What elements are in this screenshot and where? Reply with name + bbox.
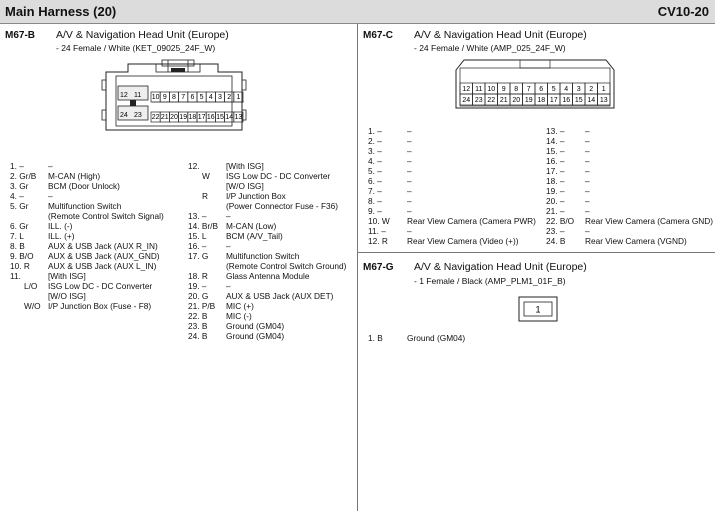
pin-number: 9. – [368, 206, 382, 216]
pin-label: 23 [134, 112, 142, 119]
pin-label: 2 [589, 86, 594, 93]
connector-title: A/V & Navigation Head Unit (Europe) [56, 29, 229, 41]
pin-label: 1 [535, 304, 541, 315]
pin-description: MIC (-) [226, 311, 252, 321]
pin-description: – [585, 136, 590, 146]
pin-description: [With ISG] [48, 271, 86, 281]
pin-label: 11 [475, 86, 483, 93]
connector-id: M67-C [363, 30, 394, 41]
pin-label: 9 [501, 86, 506, 93]
pin-label: 19 [524, 97, 533, 104]
pin-number: 3. – [368, 146, 382, 156]
pin-description: M-CAN (High) [48, 171, 101, 181]
pin-number: 10. W [368, 216, 390, 226]
pin-description: – [48, 161, 53, 171]
pin-number: 15. L [188, 231, 207, 241]
pin-label: 5 [551, 86, 556, 93]
pin-label: 10 [487, 86, 496, 93]
pin-description: – [407, 156, 412, 166]
pin-label: 14 [225, 114, 234, 121]
pin-number: 8. – [368, 196, 382, 206]
pin-description: Ground (GM04) [226, 321, 285, 331]
pin-description: I/P Junction Box [226, 191, 286, 201]
pin-label: 15 [574, 97, 583, 104]
pin-number: 22. B/O [546, 216, 575, 226]
pin-description: – [585, 226, 590, 236]
pin-number: 14. – [546, 136, 565, 146]
pin-number: W/O [24, 301, 41, 311]
pin-number: 20. G [188, 291, 209, 301]
pin-description: – [407, 176, 412, 186]
pin-description: MIC (+) [226, 301, 254, 311]
vertical-divider [357, 24, 358, 511]
pin-description: – [48, 191, 53, 201]
pin-description: – [407, 226, 412, 236]
pin-label: 13 [234, 114, 243, 121]
pin-number: 7. – [368, 186, 382, 196]
pin-number: 12. [188, 161, 200, 171]
pin-number: 12. R [368, 236, 388, 246]
pin-description: – [407, 136, 412, 146]
pin-number: 9. B/O [10, 251, 34, 261]
pin-number: 18. – [546, 176, 565, 186]
pin-label: 17 [549, 97, 558, 104]
pin-description: – [585, 166, 590, 176]
pin-label: 7 [181, 94, 186, 101]
page-code: CV10-20 [657, 4, 709, 19]
pin-description: – [585, 176, 590, 186]
pin-number: 13. – [188, 211, 207, 221]
pin-number: 24. B [546, 236, 566, 246]
connector-id: M67-G [363, 262, 394, 273]
pin-label: 22 [151, 114, 160, 121]
connector-subtitle: - 1 Female / Black (AMP_PLM1_01F_B) [414, 276, 566, 286]
pin-number: 18. R [188, 271, 208, 281]
pin-description: – [585, 196, 590, 206]
pin-description: – [585, 186, 590, 196]
pin-label: 6 [190, 94, 195, 101]
pin-description: ISG Low DC - DC Converter [48, 281, 153, 291]
pin-description: (Power Connector Fuse - F36) [226, 201, 339, 211]
connector-subtitle: - 24 Female / White (AMP_025_24F_W) [414, 43, 566, 53]
pin-description: Glass Antenna Module [226, 271, 310, 281]
pin-label: 23 [474, 97, 483, 104]
pin-number: 13. – [546, 126, 565, 136]
pin-description: ISG Low DC - DC Converter [226, 171, 331, 181]
page-title: Main Harness (20) [5, 4, 117, 19]
pin-description: ILL. (+) [48, 231, 75, 241]
pin-description: I/P Junction Box (Fuse - F8) [48, 301, 152, 311]
pin-number: 2. Gr/B [10, 171, 37, 181]
pin-description: Multifunction Switch [48, 201, 122, 211]
pin-number: 19. – [546, 186, 565, 196]
pin-number: 22. B [188, 311, 208, 321]
pin-description: ILL. (-) [48, 221, 73, 231]
pin-number: 19. – [188, 281, 207, 291]
pin-description: AUX & USB Jack (AUX_GND) [48, 251, 160, 261]
connector-diagram-m67g [518, 296, 558, 322]
pin-description: M-CAN (Low) [226, 221, 277, 231]
pin-label: 18 [537, 97, 546, 104]
pin-label: 18 [188, 114, 197, 121]
pin-description: (Remote Control Switch Ground) [226, 261, 347, 271]
pin-number: 10. R [10, 261, 30, 271]
pin-description: – [407, 206, 412, 216]
horizontal-divider [357, 252, 715, 253]
pin-label: 9 [162, 94, 167, 101]
pin-description: – [407, 196, 412, 206]
pin-number: 15. – [546, 146, 565, 156]
pin-number: 16. – [546, 156, 565, 166]
pin-description: – [407, 126, 412, 136]
connector-title: A/V & Navigation Head Unit (Europe) [414, 261, 587, 273]
pin-description: AUX & USB Jack (AUX R_IN) [48, 241, 158, 251]
page-header [0, 0, 715, 24]
pin-description: – [407, 186, 412, 196]
pin-number: 2. – [368, 136, 382, 146]
connector-subtitle: - 24 Female / White (KET_09025_24F_W) [56, 43, 216, 53]
pin-label: 7 [526, 86, 531, 93]
pin-number: 17. – [546, 166, 565, 176]
pin-label: 4 [208, 94, 213, 101]
pin-label: 1 [601, 86, 606, 93]
pin-label: 11 [134, 92, 142, 99]
pin-description: [With ISG] [226, 161, 264, 171]
pin-number: 11. – [368, 226, 386, 236]
pin-number: 7. L [10, 231, 24, 241]
pin-label: 1 [236, 94, 241, 101]
pin-label: 3 [576, 86, 581, 93]
pin-description: Rear View Camera (VGND) [585, 236, 687, 246]
pin-description: BCM (A/V_Tail) [226, 231, 283, 241]
pin-number: 21. P/B [188, 301, 216, 311]
pin-number: 17. G [188, 251, 209, 261]
connector-id: M67-B [5, 30, 36, 41]
pin-label: 12 [462, 86, 471, 93]
pin-label: 10 [151, 94, 160, 101]
pin-number: 14. Br/B [188, 221, 218, 231]
pin-label: 6 [539, 86, 544, 93]
pin-number: 16. – [188, 241, 207, 251]
pin-number: 20. – [546, 196, 565, 206]
pin-label: 22 [487, 97, 496, 104]
pin-description: – [407, 166, 412, 176]
pin-description: BCM (Door Unlock) [48, 181, 120, 191]
pin-description: [W/O ISG] [48, 291, 86, 301]
pin-number: 1. – [368, 126, 382, 136]
pin-number: W [202, 171, 210, 181]
pin-description: – [585, 206, 590, 216]
pin-description: – [226, 211, 231, 221]
pin-description: Rear View Camera (Video (+)) [407, 236, 519, 246]
pin-label: 20 [170, 114, 178, 121]
pin-description: – [585, 156, 590, 166]
pin-label: 16 [562, 97, 571, 104]
pin-number: 1. B [368, 333, 383, 343]
pin-number: L/O [24, 281, 38, 291]
pin-label: 4 [564, 86, 569, 93]
pin-description: Rear View Camera (Camera GND) [585, 216, 714, 226]
pin-description: – [585, 146, 590, 156]
connector-diagram-m67c [450, 56, 620, 116]
pin-number: 11. [10, 271, 21, 281]
pin-number: 8. B [10, 241, 25, 251]
pin-description: – [407, 146, 412, 156]
pin-description: Ground (GM04) [407, 333, 466, 343]
pin-number: 4. – [10, 191, 24, 201]
pin-description: Rear View Camera (Camera PWR) [407, 216, 536, 226]
pin-label: 24 [120, 112, 128, 119]
pin-number: 6. Gr [10, 221, 29, 231]
pin-description: AUX & USB Jack (AUX DET) [226, 291, 334, 301]
pin-label: 24 [462, 97, 471, 104]
pin-description: (Remote Control Switch Signal) [48, 211, 164, 221]
pin-label: 8 [172, 94, 176, 101]
pin-number: 5. – [368, 166, 382, 176]
pin-label: 3 [218, 94, 222, 101]
pin-description: – [585, 126, 590, 136]
pin-description: Ground (GM04) [226, 331, 285, 341]
pin-label: 2 [227, 94, 232, 101]
pin-number: 23. – [546, 226, 565, 236]
pin-number: 5. Gr [10, 201, 29, 211]
pin-number: 4. – [368, 156, 382, 166]
pin-number: 24. B [188, 331, 208, 341]
pin-description: [W/O ISG] [226, 181, 264, 191]
pin-number: R [202, 191, 208, 201]
pin-label: 12 [120, 92, 128, 99]
connector-title: A/V & Navigation Head Unit (Europe) [414, 29, 587, 41]
pin-label: 21 [499, 97, 508, 104]
pin-label: 17 [197, 114, 206, 121]
pin-label: 16 [206, 114, 215, 121]
pin-label: 14 [587, 97, 596, 104]
pin-label: 5 [199, 94, 204, 101]
connector-diagram-m67b [98, 58, 250, 138]
pin-label: 15 [216, 114, 224, 121]
pin-number: 3. Gr [10, 181, 29, 191]
pin-number: 23. B [188, 321, 208, 331]
pin-number: 1. – [10, 161, 24, 171]
pin-description: AUX & USB Jack (AUX L_IN) [48, 261, 157, 271]
pin-label: 13 [599, 97, 608, 104]
pin-label: 21 [160, 114, 169, 121]
pin-number: 6. – [368, 176, 382, 186]
pin-description: – [226, 281, 231, 291]
pin-label: 20 [512, 97, 521, 104]
pin-description: – [226, 241, 231, 251]
pin-number: 21. – [546, 206, 565, 216]
pin-description: Multifunction Switch [226, 251, 300, 261]
pin-label: 19 [179, 114, 188, 121]
pin-label: 8 [514, 86, 519, 93]
